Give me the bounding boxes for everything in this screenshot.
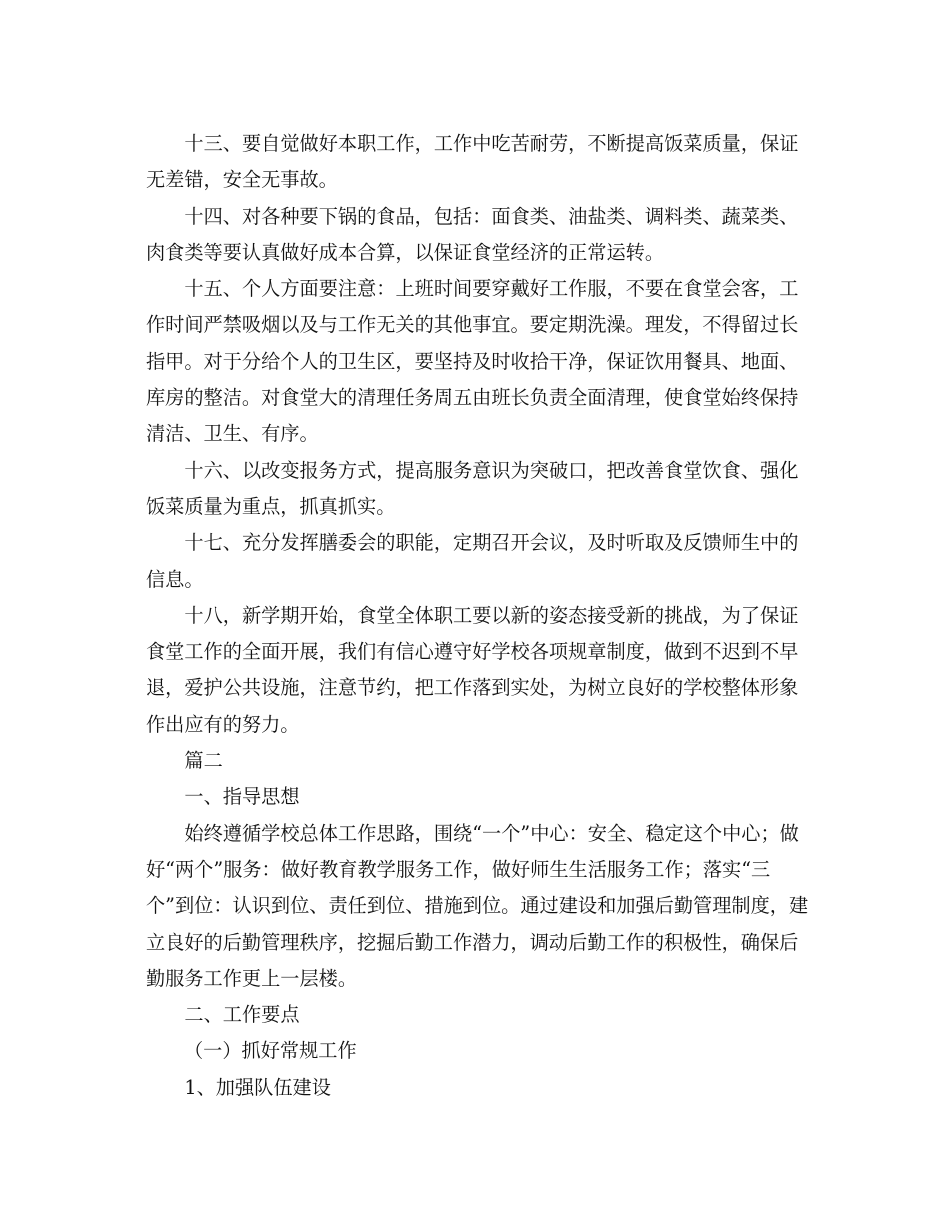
section-title: 篇二 <box>184 749 223 773</box>
heading-guiding-ideology: 一、指导思想 <box>184 785 300 809</box>
document-body <box>146 126 810 1106</box>
paragraph-item-14: 十四、对各种要下锅的食品，包括：面食类、油盐类、调料类、蔬菜类、肉食类等要认真做好成本合算，以保证食堂经济的正常运转。 <box>146 204 799 264</box>
paragraph-item-16: 十六、以改变报务方式，提高服务意识为突破口，把改善食堂饮食、强化饭菜质量为重点，抓真抓实。 <box>146 458 799 518</box>
guiding-paragraph: 始终遵循学校总体工作思路，围绕“一个”中心：安全、稳定这个中心；做好“两个”服务：做好教育教学服务工作，做好师生生活服务工作；落实“三个”到位：认识到位、责任到位、措施到位。通过建设和加强后勤管理制度，建立良好的后勤管理秩序，挖掘后勤工作潜力，调动后勤工作的积极性，确保后勤服务工作更上一层楼。 <box>146 821 809 990</box>
sub-heading-routine-work: （一）抓好常规工作 <box>184 1039 357 1063</box>
paragraph-item-13: 十三、要自觉做好本职工作，工作中吃苦耐劳，不断提高饭菜质量，保证无差错，安全无事故。 <box>146 132 799 192</box>
paragraph-item-15: 十五、个人方面要注意：上班时间要穿戴好工作服，不要在食堂会客，工作时间严禁吸烟以及与工作无关的其他事宜。要定期洗澡。理发，不得留过长指甲。对于分给个人的卫生区，要坚持及时收拾干净，保证饮用餐具、地面、库房的整洁。对食堂大的清理任务周五由班长负责全面清理，使食堂始终保持清洁、卫生、有序。 <box>146 277 799 446</box>
heading-work-points: 二、工作要点 <box>184 1003 300 1027</box>
paragraph-item-18: 十八，新学期开始，食堂全体职工要以新的姿态接受新的挑战，为了保证食堂工作的全面开展，我们有信心遵守好学校各项规章制度，做到不迟到不早退，爱护公共设施，注意节约，把工作落到实处，为树立良好的学校整体形象作出应有的努力。 <box>146 603 799 736</box>
paragraph-item-17: 十七、充分发挥膳委会的职能，定期召开会议，及时听取及反馈师生中的信息。 <box>146 531 799 591</box>
item-team-building: 1、加强队伍建设 <box>184 1075 331 1099</box>
